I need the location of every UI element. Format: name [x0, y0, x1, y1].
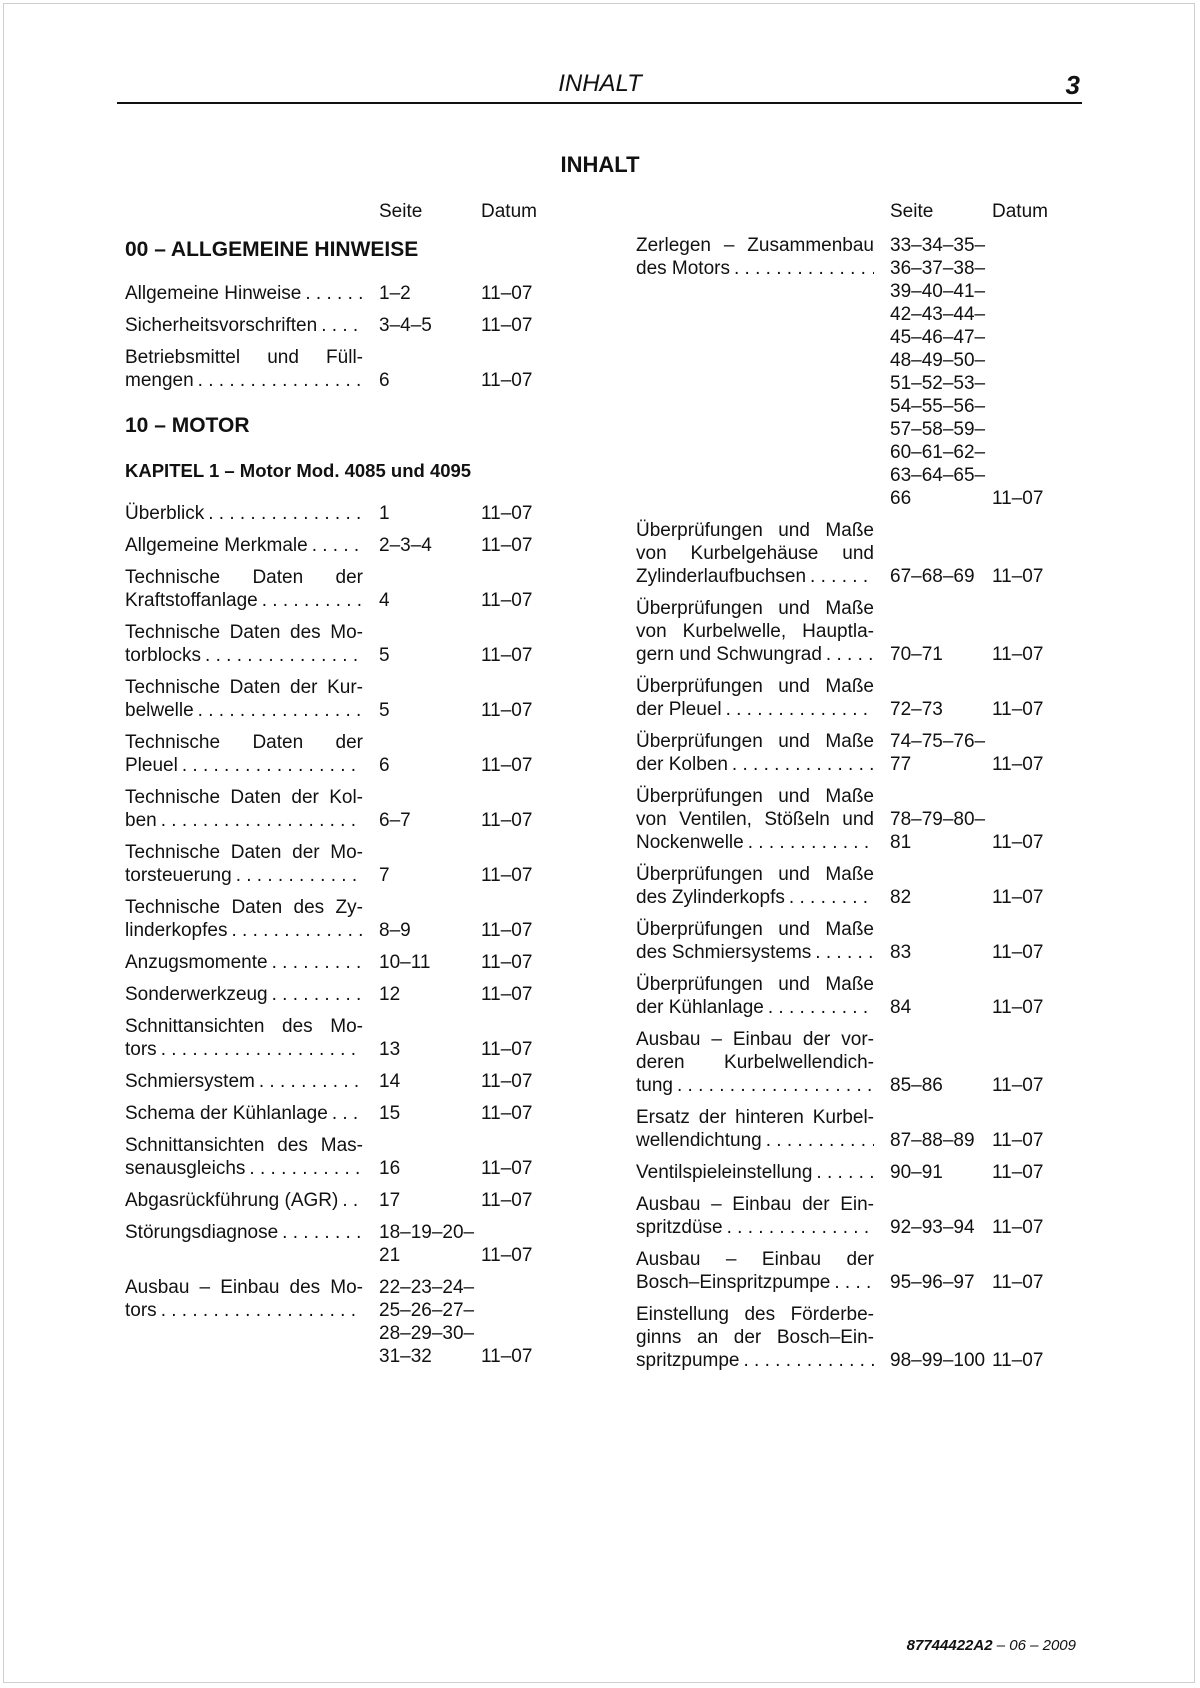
toc-entry-date: 11–07 — [992, 832, 1044, 853]
dot-leader — [268, 983, 363, 1006]
toc-entry-title-line: Technische Daten der Mo- — [125, 842, 363, 863]
toc-entry-pages: 16 — [379, 1158, 401, 1179]
toc-entry-pages: 1–2 — [379, 283, 411, 304]
toc-entry-title-line: Pleuel . . . — [125, 754, 363, 777]
toc-entry-title-line: Technische Daten der Kol- — [125, 787, 363, 808]
toc-entry-date: 11–07 — [481, 1103, 533, 1124]
toc-entry-title — [636, 1106, 874, 1152]
toc-entry-title-line: Ausbau – Einbau der Ein- — [636, 1194, 874, 1215]
document-footer — [700, 1637, 1076, 1654]
toc-entry-title-line: deren Kurbelwellendich- — [636, 1052, 874, 1073]
toc-entry-date: 11–07 — [481, 645, 533, 666]
toc-entry[interactable] — [125, 896, 561, 942]
toc-entry[interactable] — [636, 1028, 1072, 1097]
toc-entry-title-line: Technische Daten des Zy- — [125, 897, 363, 918]
toc-entry-date: 11–07 — [481, 1039, 533, 1060]
toc-entry-title — [125, 896, 363, 942]
toc-entry-title-line: Technische Daten des Mo- — [125, 622, 363, 643]
dot-leader — [740, 1349, 875, 1372]
toc-entry-title-line: Kraftstoffanlage . . . — [125, 589, 363, 612]
toc-entry-title — [125, 1189, 363, 1212]
toc-entry-title-line: Störungsdiagnose . . . — [125, 1221, 363, 1244]
toc-entry-title — [636, 918, 874, 964]
toc-entry-date: 11–07 — [992, 699, 1044, 720]
dot-leader — [811, 941, 874, 964]
dot-leader — [245, 1157, 363, 1180]
chapter-heading: KAPITEL 1 – Motor Mod. 4085 und 4095 — [125, 460, 472, 481]
toc-entry-title-line: Überprüfungen und Maße — [636, 919, 874, 940]
toc-entry-date: 11–07 — [992, 887, 1044, 908]
document-date: – 06 – 2009 — [992, 1637, 1076, 1654]
toc-entry-pages: 12 — [379, 984, 401, 1005]
toc-entry-title-line: Schmiersystem . . . — [125, 1070, 363, 1093]
toc-entry[interactable] — [636, 1303, 1072, 1372]
toc-entry-date: 11–07 — [992, 1217, 1044, 1238]
toc-entry[interactable] — [636, 675, 1072, 721]
toc-entry[interactable] — [636, 730, 1072, 776]
toc-entry-title — [125, 1134, 363, 1180]
toc-entry-date: 11–07 — [481, 700, 533, 721]
toc-entry-title-line: ben . . . — [125, 809, 363, 832]
toc-entry-date: 11–07 — [992, 1075, 1044, 1096]
toc-entry-title-line: tors . . . — [125, 1299, 363, 1322]
dot-leader — [204, 502, 363, 525]
toc-entry-title — [636, 1303, 874, 1372]
toc-entry-title-line: linderkopfes . . . — [125, 919, 363, 942]
toc-entry-title — [636, 234, 874, 510]
toc-entry[interactable] — [125, 951, 561, 974]
toc-entry[interactable] — [636, 918, 1072, 964]
toc-entry-title-line: ginns an der Bosch–Ein- — [636, 1327, 874, 1348]
dot-leader — [201, 644, 363, 667]
toc-entry-title-line: Zylinderlaufbuchsen . . . — [636, 565, 874, 588]
toc-entry-title — [125, 502, 363, 525]
toc-entry-pages: 4 — [379, 590, 390, 611]
toc-entry-title — [636, 675, 874, 721]
toc-entry-date: 11–07 — [481, 315, 533, 336]
toc-entry-title — [125, 786, 363, 832]
toc-entry-pages: 5 — [379, 700, 390, 721]
toc-entry-title — [636, 730, 874, 776]
toc-entry-title — [125, 282, 363, 305]
toc-entry-title — [636, 863, 874, 909]
dot-leader — [178, 754, 363, 777]
toc-entry-date: 11–07 — [481, 535, 533, 556]
toc-entry[interactable] — [125, 1276, 561, 1368]
toc-entry[interactable] — [125, 566, 561, 612]
toc-entry-pages: 6–7 — [379, 810, 411, 831]
toc-entry-title-line: Sonderwerkzeug . . . — [125, 983, 363, 1006]
toc-entry-date: 11–07 — [992, 1272, 1044, 1293]
toc-entry-title — [125, 983, 363, 1006]
toc-entry-pages: 8–9 — [379, 920, 411, 941]
toc-entry-title — [636, 519, 874, 588]
toc-entry[interactable] — [636, 1161, 1072, 1184]
dot-leader — [762, 1129, 874, 1152]
toc-entry-title-line: Schnittansichten des Mas- — [125, 1135, 363, 1156]
toc-entry-pages: 83 — [890, 942, 912, 963]
toc-entry-title-line: Überprüfungen und Maße — [636, 786, 874, 807]
toc-entry-title-line: torblocks . . . — [125, 644, 363, 667]
dot-leader — [255, 1070, 363, 1093]
toc-entry-title-line: tung . . . — [636, 1074, 874, 1097]
toc-entry-title — [125, 1221, 363, 1267]
page-number: 3 — [1065, 70, 1080, 100]
column-header-seite: Seite — [379, 201, 423, 222]
column-header-seite: Seite — [890, 201, 934, 222]
toc-entry-title-line: Technische Daten der — [125, 567, 363, 588]
toc-entry[interactable] — [636, 1193, 1072, 1239]
toc-entry-date: 11–07 — [481, 984, 533, 1005]
toc-entry-title-line: Schnittansichten des Mo- — [125, 1016, 363, 1037]
toc-entry-title — [636, 973, 874, 1019]
toc-entry-title-line: senausgleichs . . . — [125, 1157, 363, 1180]
toc-entry-pages: 10–11 — [379, 952, 431, 973]
toc-entry[interactable] — [636, 863, 1072, 909]
toc-entry-pages: 90–91 — [890, 1162, 943, 1183]
toc-entry-title-line: der Pleuel . . . — [636, 698, 874, 721]
toc-entry-title — [125, 346, 363, 392]
toc-entry-pages: 87–88–89 — [890, 1130, 975, 1151]
toc-entry-title-line: Technische Daten der Kur- — [125, 677, 363, 698]
toc-entry[interactable] — [636, 785, 1072, 854]
toc-entry[interactable] — [636, 519, 1072, 588]
column-headers-right — [636, 200, 1072, 234]
toc-entry-date: 11–07 — [481, 590, 533, 611]
toc-entry-date: 11–07 — [481, 370, 533, 391]
dot-leader — [723, 1216, 874, 1239]
dot-leader — [730, 257, 874, 280]
dot-leader — [194, 699, 363, 722]
dot-leader — [227, 919, 363, 942]
toc-entry-title-line: von Kurbelwelle, Hauptla- — [636, 621, 874, 642]
toc-entry-title-line: mengen . . . — [125, 369, 363, 392]
dot-leader — [258, 589, 363, 612]
toc-entry-pages: 15 — [379, 1103, 401, 1124]
toc-entry-title-line: von Kurbelgehäuse und — [636, 543, 874, 564]
toc-entry-date: 11–07 — [481, 810, 533, 831]
toc-entry[interactable] — [125, 534, 561, 557]
toc-entry-title-line: Überprüfungen und Maße — [636, 731, 874, 752]
toc-entry-title-line: gern und Schwungrad . . . — [636, 643, 874, 666]
toc-entry[interactable] — [636, 973, 1072, 1019]
toc-entry[interactable] — [636, 597, 1072, 666]
toc-entry-pages: 67–68–69 — [890, 566, 975, 587]
header-rule — [117, 102, 1082, 104]
toc-entry-title — [636, 1193, 874, 1239]
toc-entry-date: 11–07 — [481, 1245, 533, 1266]
dot-leader — [301, 282, 363, 305]
toc-entry-title-line: Überprüfungen und Maße — [636, 520, 874, 541]
toc-entry-pages: 82 — [890, 887, 912, 908]
dot-leader — [812, 1161, 874, 1184]
toc-entry-title-line: Nockenwelle . . . — [636, 831, 874, 854]
dot-leader — [232, 864, 363, 887]
toc-list-chapter-1 — [125, 502, 561, 1368]
toc-entry-title-line: Überprüfungen und Maße — [636, 864, 874, 885]
dot-leader — [806, 565, 874, 588]
column-header-datum: Datum — [481, 201, 537, 222]
dot-leader — [278, 1221, 363, 1244]
toc-entry-title-line: Ventilspieleinstellung . . . — [636, 1161, 874, 1184]
document-code: 87744422A2 — [906, 1637, 993, 1654]
toc-entry-pages: 92–93–94 — [890, 1217, 975, 1238]
dot-leader — [157, 1299, 363, 1322]
toc-entry-date: 11–07 — [992, 1350, 1044, 1371]
toc-entry-title — [125, 841, 363, 887]
toc-entry-title-line: Technische Daten der — [125, 732, 363, 753]
dot-leader — [157, 809, 363, 832]
toc-entry[interactable] — [125, 676, 561, 722]
toc-entry-pages: 14 — [379, 1071, 401, 1092]
toc-entry-title-line: Überblick . . . — [125, 502, 363, 525]
toc-entry-date: 11–07 — [992, 488, 1044, 509]
toc-entry-pages: 72–73 — [890, 699, 943, 720]
toc-entry-title-line: Ausbau – Einbau der — [636, 1249, 874, 1270]
toc-entry-title — [636, 1161, 874, 1184]
toc-entry-date: 11–07 — [481, 503, 533, 524]
toc-entry[interactable] — [125, 314, 561, 337]
toc-entry-title — [125, 731, 363, 777]
toc-entry-title-line: belwelle . . . — [125, 699, 363, 722]
toc-entry-date: 11–07 — [992, 997, 1044, 1018]
toc-entry-title-line: Anzugsmomente . . . — [125, 951, 363, 974]
toc-entry-title — [636, 597, 874, 666]
dot-leader — [744, 831, 874, 854]
toc-entry-date: 11–07 — [992, 644, 1044, 665]
toc-entry[interactable] — [125, 1102, 561, 1125]
toc-entry-date: 11–07 — [481, 1346, 533, 1367]
toc-entry-date: 11–07 — [481, 920, 533, 941]
toc-entry[interactable] — [125, 502, 561, 525]
toc-entry-date: 11–07 — [992, 566, 1044, 587]
toc-entry[interactable] — [636, 1106, 1072, 1152]
toc-entry-pages: 95–96–97 — [890, 1272, 975, 1293]
dot-leader — [157, 1038, 363, 1061]
toc-entry-pages: 2–3–4 — [379, 535, 432, 556]
toc-entry-pages: 17 — [379, 1190, 401, 1211]
dot-leader — [194, 369, 363, 392]
dot-leader — [338, 1189, 363, 1212]
toc-entry[interactable] — [125, 282, 561, 305]
toc-list-continued — [636, 234, 1072, 1372]
dot-leader — [673, 1074, 874, 1097]
toc-entry-title-line: Bosch–Einspritzpumpe . . . — [636, 1271, 874, 1294]
toc-column-right — [636, 200, 1072, 1381]
toc-entry[interactable] — [125, 731, 561, 777]
toc-entry-pages: 78–79–80– 81 — [890, 809, 986, 853]
toc-entry-pages: 98–99–100 — [890, 1350, 986, 1371]
toc-entry-title-line: Betriebsmittel und Füll- — [125, 347, 363, 368]
toc-entry-pages: 22–23–24– 25–26–27– 28–29–30– 31–32 — [379, 1277, 475, 1367]
toc-entry-title — [125, 566, 363, 612]
toc-entry-title-line: Allgemeine Merkmale . . . — [125, 534, 363, 557]
toc-entry-title-line: wellendichtung . . . — [636, 1129, 874, 1152]
running-header-title: INHALT — [558, 70, 642, 97]
toc-entry-date: 11–07 — [992, 1162, 1044, 1183]
toc-entry-title-line: des Schmiersystems . . . — [636, 941, 874, 964]
toc-entry-title — [636, 1028, 874, 1097]
toc-entry-date: 11–07 — [481, 952, 533, 973]
dot-leader — [728, 753, 874, 776]
toc-entry-pages: 33–34–35– 36–37–38– 39–40–41– 42–43–44– 45–46–47– 48–49–50– 51–52–53– 54–55–56– 57–58–59– 60–61–62– 63–64–65– 66 — [890, 235, 986, 509]
toc-entry-date: 11–07 — [481, 1190, 533, 1211]
toc-entry[interactable] — [125, 1015, 561, 1061]
toc-entry-pages: 6 — [379, 755, 390, 776]
dot-leader — [308, 534, 363, 557]
toc-entry-date: 11–07 — [992, 754, 1044, 775]
section-heading-general: 00 – ALLGEMEINE HINWEISE — [125, 238, 419, 261]
toc-entry-title-line: torsteuerung . . . — [125, 864, 363, 887]
dot-leader — [830, 1271, 874, 1294]
toc-entry-date: 11–07 — [481, 865, 533, 886]
toc-entry-pages: 13 — [379, 1039, 401, 1060]
toc-entry-title-line: spritzdüse . . . — [636, 1216, 874, 1239]
toc-entry[interactable] — [636, 1248, 1072, 1294]
dot-leader — [785, 886, 874, 909]
toc-entry-title — [125, 1015, 363, 1061]
toc-entry-pages: 18–19–20– 21 — [379, 1222, 475, 1266]
toc-entry-title — [125, 534, 363, 557]
toc-entry[interactable] — [125, 1189, 561, 1212]
toc-entry-date: 11–07 — [481, 755, 533, 776]
toc-entry-pages: 7 — [379, 865, 390, 886]
toc-entry-title-line: von Ventilen, Stößeln und — [636, 809, 874, 830]
column-headers-left — [125, 200, 561, 234]
page-title: INHALT — [560, 152, 640, 177]
toc-entry-title — [636, 1248, 874, 1294]
dot-leader — [317, 314, 363, 337]
column-header-datum: Datum — [992, 201, 1048, 222]
toc-entry[interactable] — [125, 621, 561, 667]
toc-entry-title-line: Abgasrückführung (AGR) . . . — [125, 1189, 363, 1212]
toc-entry-date: 11–07 — [481, 1071, 533, 1092]
toc-entry-title-line: Ersatz der hinteren Kurbel- — [636, 1107, 874, 1128]
toc-entry-title-line: Einstellung des Förderbe- — [636, 1304, 874, 1325]
toc-entry[interactable] — [125, 786, 561, 832]
toc-entry-pages: 85–86 — [890, 1075, 943, 1096]
toc-entry-title-line: tors . . . — [125, 1038, 363, 1061]
toc-entry-title-line: Ausbau – Einbau der vor- — [636, 1029, 874, 1050]
toc-entry-date: 11–07 — [481, 283, 533, 304]
toc-entry[interactable] — [125, 983, 561, 1006]
toc-entry-title-line: Sicherheitsvorschriften . . . — [125, 314, 363, 337]
toc-entry-title — [125, 621, 363, 667]
dot-leader — [722, 698, 874, 721]
toc-entry-pages: 74–75–76– 77 — [890, 731, 986, 775]
toc-entry-title — [125, 1276, 363, 1368]
toc-entry-title — [636, 785, 874, 854]
toc-entry-date: 11–07 — [481, 1158, 533, 1179]
toc-entry-title-line: Zerlegen – Zusammenbau — [636, 235, 874, 256]
toc-entry-title-line: Überprüfungen und Maße — [636, 676, 874, 697]
toc-entry-title-line: des Motors . . . — [636, 257, 874, 280]
toc-entry[interactable] — [125, 346, 561, 392]
toc-entry-pages: 84 — [890, 997, 912, 1018]
toc-entry-title-line: Ausbau – Einbau des Mo- — [125, 1277, 363, 1298]
toc-entry-title — [125, 1102, 363, 1125]
toc-entry[interactable] — [125, 1221, 561, 1267]
toc-entry-pages: 3–4–5 — [379, 315, 432, 336]
toc-entry[interactable] — [636, 234, 1072, 510]
toc-entry-title — [125, 676, 363, 722]
toc-entry-title-line: der Kühlanlage . . . — [636, 996, 874, 1019]
toc-entry-title-line: der Kolben . . . — [636, 753, 874, 776]
toc-list-general — [125, 282, 561, 392]
toc-entry[interactable] — [125, 841, 561, 887]
toc-entry-title — [125, 1070, 363, 1093]
toc-entry-title — [125, 951, 363, 974]
toc-entry-pages: 70–71 — [890, 644, 943, 665]
dot-leader — [268, 951, 363, 974]
toc-entry-title-line: des Zylinderkopfs . . . — [636, 886, 874, 909]
section-heading-motor: 10 – MOTOR — [125, 414, 250, 437]
toc-entry-title-line: Allgemeine Hinweise . . . — [125, 282, 363, 305]
toc-entry[interactable] — [125, 1070, 561, 1093]
toc-entry-date: 11–07 — [992, 942, 1044, 963]
toc-column-left — [125, 200, 561, 1377]
dot-leader — [764, 996, 874, 1019]
dot-leader — [328, 1102, 363, 1125]
toc-entry-date: 11–07 — [992, 1130, 1044, 1151]
toc-entry-title — [125, 314, 363, 337]
toc-entry-title-line: Überprüfungen und Maße — [636, 974, 874, 995]
toc-entry-title-line: Schema der Kühlanlage . . . — [125, 1102, 363, 1125]
toc-entry-pages: 1 — [379, 503, 390, 524]
toc-entry[interactable] — [125, 1134, 561, 1180]
toc-entry-title-line: Überprüfungen und Maße — [636, 598, 874, 619]
toc-entry-pages: 5 — [379, 645, 390, 666]
toc-entry-pages: 6 — [379, 370, 390, 391]
toc-entry-title-line: spritzpumpe . . . — [636, 1349, 874, 1372]
dot-leader — [822, 643, 874, 666]
